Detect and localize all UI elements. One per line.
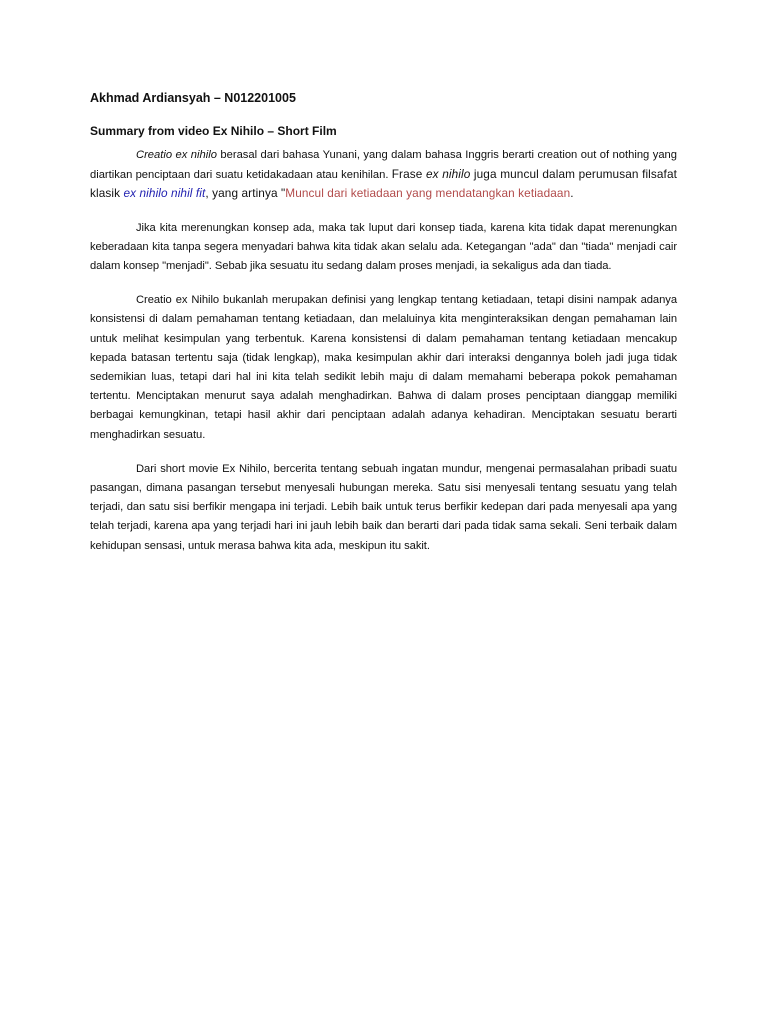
paragraph-1-text-c: juga muncul dalam perumusan filsafat klasik xyxy=(90,166,677,200)
term-ex-nihilo: ex nihilo xyxy=(425,166,471,181)
paragraph-1-text-d: , yang artinya " xyxy=(205,186,286,200)
paragraph-1-text-e: . xyxy=(570,186,574,200)
paragraph-2: Jika kita merenungkan konsep ada, maka tak luput dari konsep tiada, karena kita tidak dapat merenungkan keberadaan kita tanpa segera menyadari bahwa kita tidak akan selalu ada. Ketegangan "ada" dan "tiada" menjadi cair dalam konsep "menjadi". Sebab jika sesuatu itu sedang dalam proses menjadi, ia sekaligus ada dan tiada. xyxy=(90,221,677,272)
document-subtitle: Summary from video Ex Nihilo – Short Film xyxy=(90,124,337,138)
term-ex-nihilo-nihil-fit: ex nihilo nihil fit xyxy=(123,186,206,200)
document-page xyxy=(90,90,677,571)
author-line: Akhmad Ardiansyah – N012201005 xyxy=(90,91,296,105)
paragraph-1 xyxy=(90,146,677,204)
quote-meaning: Muncul dari ketiadaan yang mendatangkan ketiadaan xyxy=(285,186,571,200)
paragraph-4: Dari short movie Ex Nihilo, bercerita tentang sebuah ingatan mundur, mengenai permasalahan pribadi suatu pasangan, dimana pasangan tersebut menyesali hubungan mereka. Satu sisi menyesali tentang sesuatu yang telah terjadi, dan satu sisi berfikir mengapa ini terjadi. Lebih baik untuk terus berfikir kedepan dari pada menyesali apa yang telah terjadi, karena apa yang terjadi hari ini jauh lebih baik dan berarti dari pada tidak sama sekali. Seni terbaik dalam kehidupan sensasi, untuk merasa bahwa kita ada, meskipun itu sakit. xyxy=(90,462,677,552)
paragraph-1-text-a: berasal dari bahasa Yunani, yang dalam bahasa Inggris berarti creation out of nothing yang diartikan penciptaan dari suatu ketidakadaan atau kenihilan. xyxy=(90,149,677,181)
paragraph-3: Creatio ex Nihilo bukanlah merupakan definisi yang lengkap tentang ketiadaan, tetapi disini nampak adanya konsistensi di dalam pemahaman tentang ketiadaan, dan melaluinya kita menginteraksikan dengan pemahaman lain untuk melihat kesimpulan yang terbentuk. Karena konsistensi di dalam pemahaman tentang ketiadaan mencakup kepada batasan tertentu saja (tidak lengkap), maka kesimpulan akhir dari interaksi dengannya boleh jadi juga tidak sedemikian luas, tetapi dari hal ini kita telah sedikit lebih maju di dalam memahami beberapa pokok pemahaman tertentu. Menciptakan menurut saya adalah menghadirkan. Bahwa di dalam proses penciptaan dianggap memiliki berbagai kemungkinan, tetapi hasil akhir dari penciptaan adalah adanya kehadiran. Menciptakan sesuatu berarti menghadirkan sesuatu. xyxy=(90,294,677,441)
term-creatio-ex-nihilo: Creatio ex nihilo xyxy=(136,149,217,161)
paragraph-1-text-b: Frase xyxy=(391,166,426,181)
